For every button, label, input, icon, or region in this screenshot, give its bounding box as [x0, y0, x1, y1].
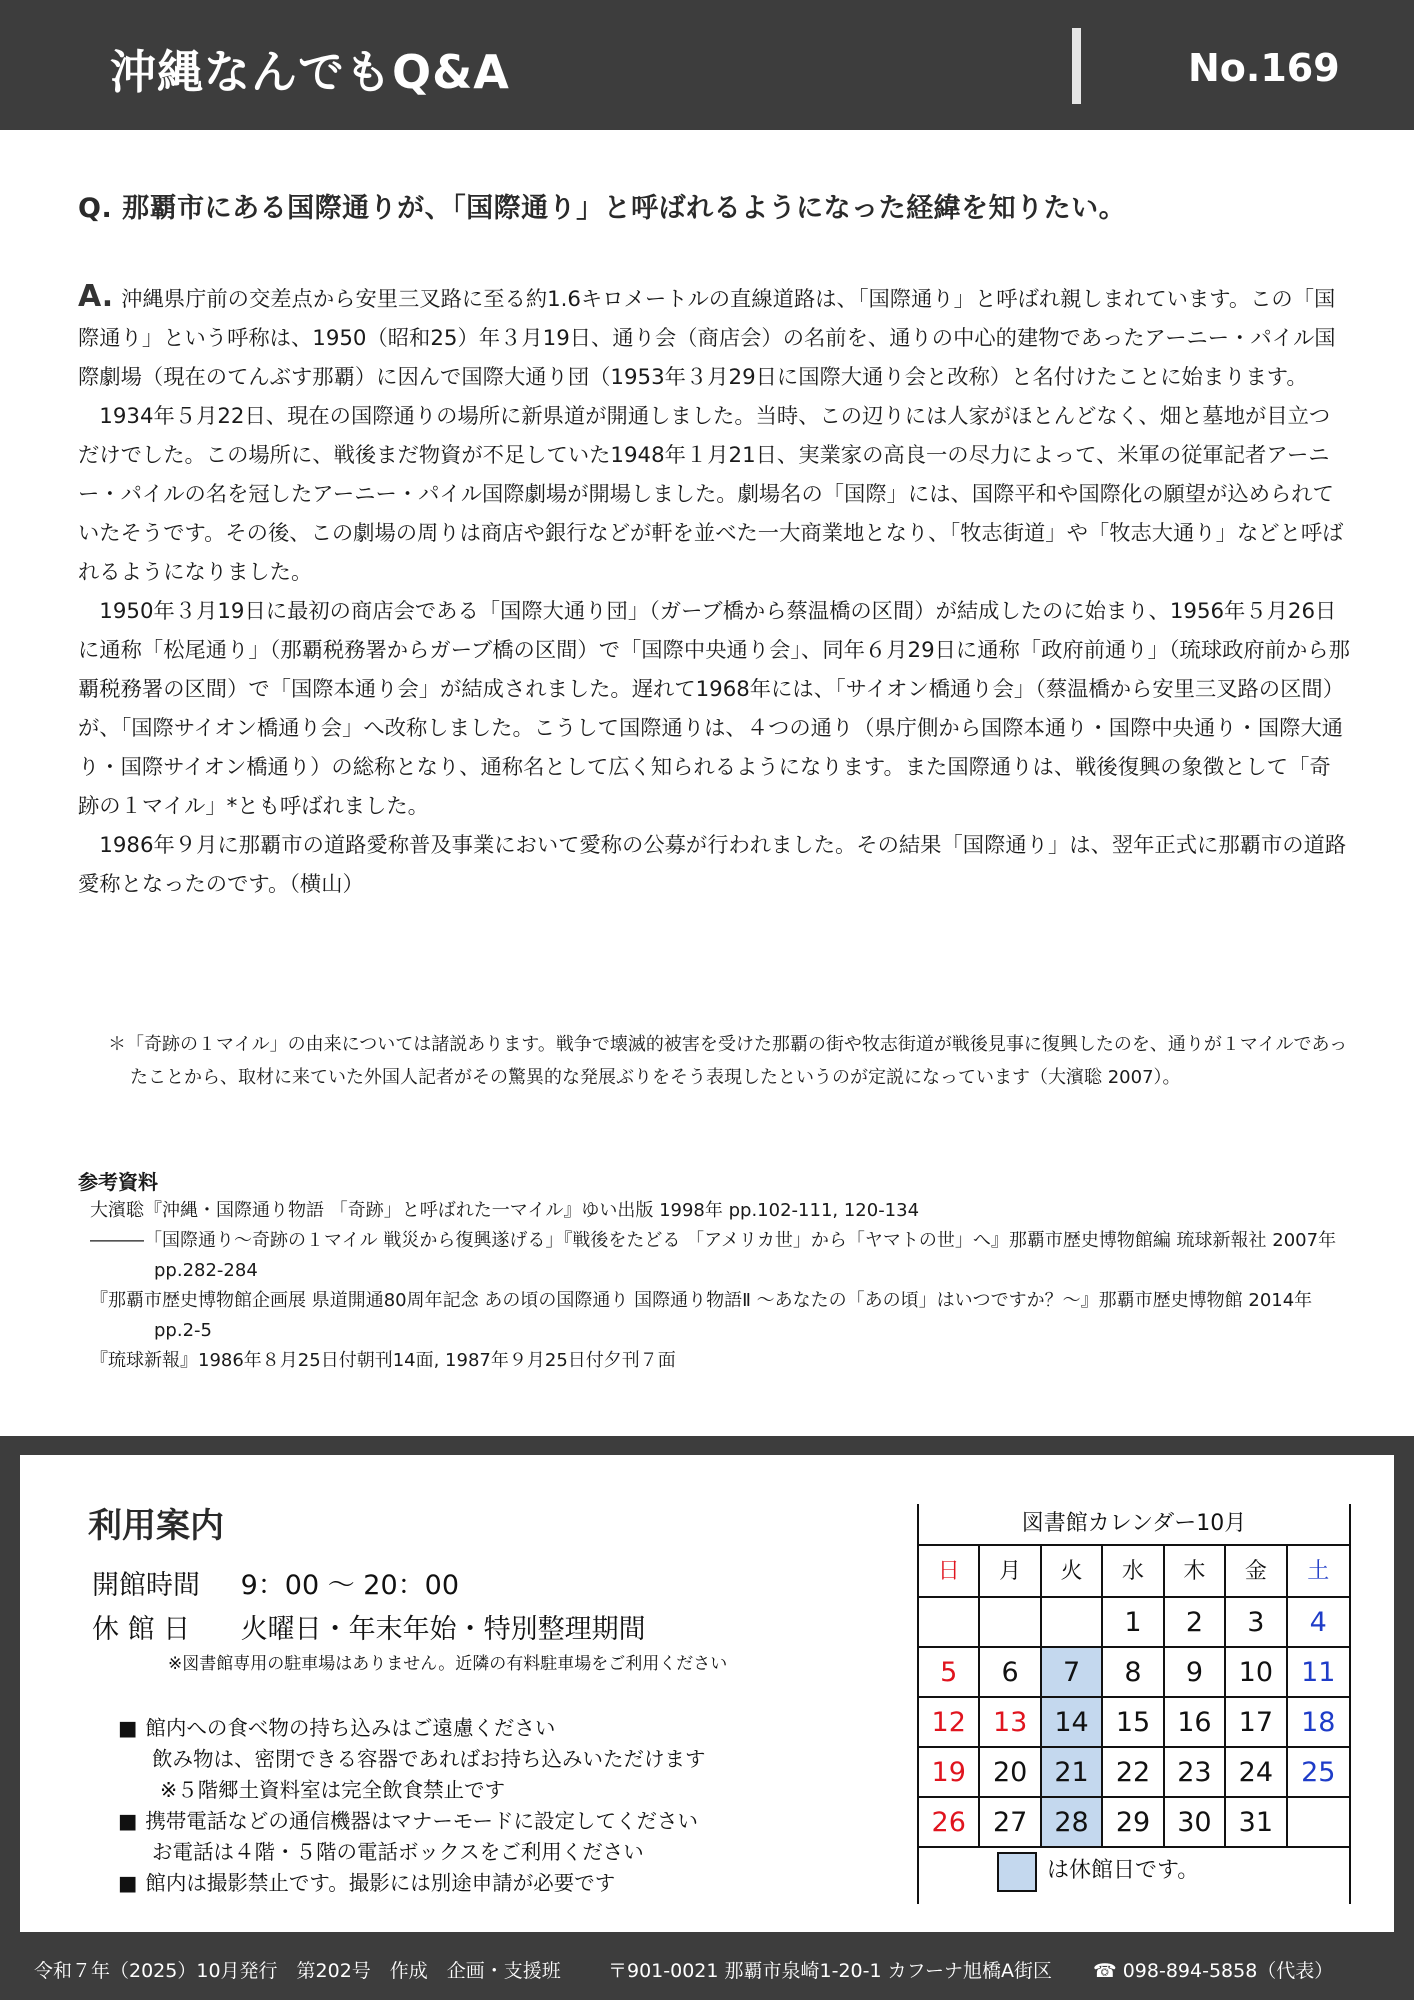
footer-address: 〒901-0021 那覇市泉崎1-20-1 カフーナ旭橋A街区: [608, 1960, 1053, 1982]
answer-body: [78, 277, 1350, 904]
closed-days: [92, 1607, 646, 1646]
calendar-day: 11: [1288, 1648, 1349, 1698]
calendar-empty-cell: [980, 1598, 1041, 1648]
answer-paragraph: 1950年３月19日に最初の商店会である「国際大通り団」（ガーブ橋から蔡温橋の区間）が結成したのに始まり、1956年５月26日に通称「松尾通り」（那覇税務署からガーブ橋の区間）で「国際中央通り会」、同年６月29日に通称「政府前通り」（琉球政府前から那覇税務署の区間）で「国際本通り会」が結成されました。遅れて1968年には、「サイオン橋通り会」（蔡温橋から安里三叉路の区間）が、「国際サイオン橋通り会」へ改称しました。こうして国際通りは、４つの通り（県庁側から国際本通り・国際中央通り・国際大通り・国際サイオン橋通り）の総称となり、通称名として広く知られるようになります。また国際通りは、戦後復興の象徴として「奇跡の１マイル」*とも呼ばれました。: [78, 599, 1350, 819]
rule-note: ※５階郷土資料室は完全飲食禁止です: [160, 1778, 506, 1802]
calendar-day: 4: [1288, 1598, 1349, 1648]
answer-paragraph: A. 沖縄県庁前の交差点から安里三叉路に至る約1.6キロメートルの直線道路は、「国際通り」と呼ばれ親しまれています。この「国際通り」という呼称は、1950（昭和25）年３月19日、通り会（商店会）の名前を、通りの中心的建物であったアーニー・パイル国際劇場（現在のてんぶす那覇）に因んで国際大通り団（1953年３月29日に国際大通り会と改称）と名付けたことに始まります。: [78, 279, 1336, 390]
calendar-day: 3: [1226, 1598, 1287, 1648]
calendar-weekday: 日: [919, 1546, 980, 1598]
calendar-empty-cell: [1288, 1798, 1349, 1848]
rule-item: ■ 館内は撮影禁止です。撮影には別途申請が必要です: [118, 1868, 838, 1899]
calendar-day: 7: [1042, 1648, 1103, 1698]
header-divider: [1072, 28, 1081, 104]
calendar-grid: [919, 1546, 1349, 1848]
calendar-day: 20: [980, 1748, 1041, 1798]
calendar-day: 13: [980, 1698, 1041, 1748]
closed-days-value: 火曜日・年末年始・特別整理期間: [240, 1614, 646, 1645]
calendar-day: 1: [1103, 1598, 1164, 1648]
calendar-day: 6: [980, 1648, 1041, 1698]
closed-days-label: 休 館 日: [92, 1614, 191, 1645]
calendar-legend-text: は休館日です。: [1047, 1858, 1200, 1883]
calendar-weekday: 金: [1226, 1546, 1287, 1598]
issue-number: No.169: [1188, 46, 1340, 90]
parking-note: ※図書館専用の駐車場はありません。近隣の有料駐車場をご利用ください: [168, 1654, 728, 1674]
calendar-day: 8: [1103, 1648, 1164, 1698]
calendar-title: 図書館カレンダー10月: [919, 1504, 1349, 1546]
footer-phone: ☎ 098-894-5858（代表）: [1093, 1960, 1334, 1982]
calendar-weekday: 土: [1288, 1546, 1349, 1598]
opening-hours-value: 9：00 ～ 20：00: [240, 1570, 460, 1601]
closed-day-swatch: [997, 1852, 1037, 1892]
calendar-day: 2: [1165, 1598, 1226, 1648]
footer: [0, 1932, 1414, 2000]
opening-hours: [92, 1563, 459, 1602]
calendar-day: 23: [1165, 1748, 1226, 1798]
calendar-day: 26: [919, 1798, 980, 1848]
guide-title: 利用案内: [88, 1506, 224, 1546]
calendar-day: 25: [1288, 1748, 1349, 1798]
calendar-day: 5: [919, 1648, 980, 1698]
rule-detail: お電話は４階・５階の電話ボックスをご利用ください: [152, 1840, 644, 1864]
calendar-day: 18: [1288, 1698, 1349, 1748]
question-text: Q. 那覇市にある国際通りが、「国際通り」と呼ばれるようになった経緯を知りたい。: [78, 193, 1127, 224]
rule-detail: 飲み物は、密閉できる容器であればお持ち込みいただけます: [152, 1747, 706, 1771]
calendar-day: 16: [1165, 1698, 1226, 1748]
series-title: 沖縄なんでもQ&A: [110, 45, 510, 99]
calendar-day: 12: [919, 1698, 980, 1748]
calendar-day: 15: [1103, 1698, 1164, 1748]
calendar-legend: [919, 1848, 1349, 1894]
footnote: ＊「奇跡の１マイル」の由来については諸説あります。戦争で壊滅的被害を受けた那覇の街や牧志街道が戦後見事に復興したのを、通りが１マイルであったことから、取材に来ていた外国人記者がその驚異的な発展ぶりをそう表現したというのが定説になっています（大濱聡 2007）。: [108, 1034, 1348, 1088]
references-title: 参考資料: [78, 1170, 158, 1194]
footer-issue: 令和７年（2025）10月発行 第202号 作成 企画・支援班: [34, 1960, 561, 1982]
calendar-day: 28: [1042, 1798, 1103, 1848]
reference-item: 大濱聡『沖縄・国際通り物語 「奇跡」と呼ばれた一マイル』ゆい出版 1998年 pp.102-111, 120-134: [90, 1200, 920, 1221]
calendar-day: 29: [1103, 1798, 1164, 1848]
calendar-day: 21: [1042, 1748, 1103, 1798]
usage-rules: [118, 1713, 838, 1899]
rule-item: ■ 館内への食べ物の持ち込みはご遠慮ください: [118, 1713, 838, 1744]
calendar-day: 30: [1165, 1798, 1226, 1848]
reference-item: 『那覇市歴史博物館企画展 県道開通80周年記念 あの頃の国際通り 国際通り物語Ⅱ ～あなたの「あの頃」はいつですか？～』那覇市歴史博物館 2014年 pp.2-5: [90, 1290, 1313, 1341]
calendar-empty-cell: [919, 1598, 980, 1648]
calendar-weekday: 木: [1165, 1546, 1226, 1598]
calendar-weekday: 火: [1042, 1546, 1103, 1598]
library-calendar: [917, 1504, 1351, 1904]
rule-item: ■ 携帯電話などの通信機器はマナーモードに設定してください: [118, 1806, 838, 1837]
calendar-weekday: 水: [1103, 1546, 1164, 1598]
calendar-day: 24: [1226, 1748, 1287, 1798]
calendar-day: 19: [919, 1748, 980, 1798]
calendar-day: 17: [1226, 1698, 1287, 1748]
reference-item: ―――「国際通り～奇跡の１マイル 戦災から復興遂げる」『戦後をたどる 「アメリカ世」から「ヤマトの世」へ』那覇市歴史博物館編 琉球新報社 2007年 pp.282-284: [90, 1230, 1337, 1281]
calendar-day: 14: [1042, 1698, 1103, 1748]
header-banner: [0, 0, 1414, 130]
opening-hours-label: 開館時間: [92, 1570, 200, 1601]
calendar-day: 27: [980, 1798, 1041, 1848]
calendar-day: 31: [1226, 1798, 1287, 1848]
reference-item: 『琉球新報』1986年８月25日付朝刊14面, 1987年９月25日付夕刊７面: [90, 1350, 676, 1371]
calendar-day: 10: [1226, 1648, 1287, 1698]
references-list: [90, 1196, 1340, 1376]
answer-paragraph: 1986年９月に那覇市の道路愛称普及事業において愛称の公募が行われました。その結果「国際通り」は、翌年正式に那覇市の道路愛称となったのです。（横山）: [78, 833, 1347, 897]
answer-mark: A.: [78, 279, 114, 314]
calendar-empty-cell: [1042, 1598, 1103, 1648]
calendar-day: 22: [1103, 1748, 1164, 1798]
calendar-weekday: 月: [980, 1546, 1041, 1598]
answer-paragraph: 1934年５月22日、現在の国際通りの場所に新県道が開通しました。当時、この辺りには人家がほとんどなく、畑と墓地が目立つだけでした。この場所に、戦後まだ物資が不足していた1948年１月21日、実業家の高良一の尽力によって、米軍の従軍記者アーニー・パイルの名を冠したアーニー・パイル国際劇場が開場しました。劇場名の「国際」には、国際平和や国際化の願望が込められていたそうです。その後、この劇場の周りは商店や銀行などが軒を並べた一大商業地となり、「牧志街道」や「牧志大通り」などと呼ばれるようになりました。: [78, 404, 1344, 585]
calendar-day: 9: [1165, 1648, 1226, 1698]
